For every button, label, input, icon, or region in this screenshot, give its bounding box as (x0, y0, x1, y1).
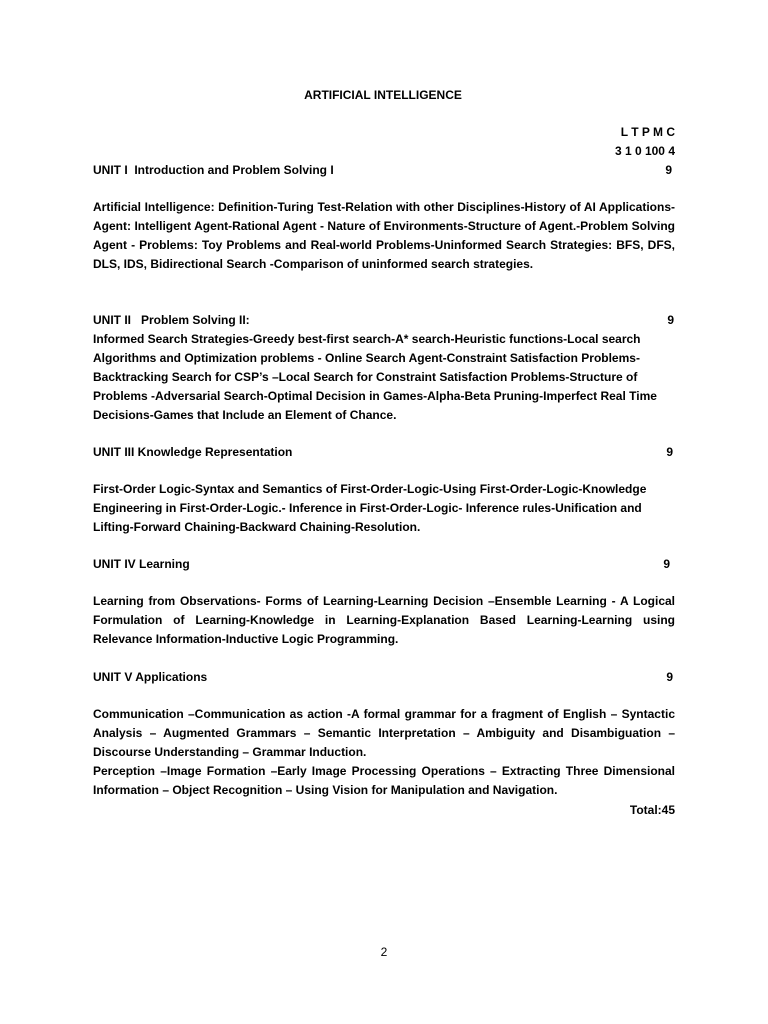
unit-4-hours: 9 (663, 557, 670, 571)
unit-1-title: UNIT I Introduction and Problem Solving I (93, 163, 334, 177)
unit-1-heading (93, 161, 675, 180)
unit-1-content: Artificial Intelligence: Definition-Turing Test-Relation with other Disciplines-History of AI Applications- Agent: Intelligent Agent-Rational Agent - Nature of Environments-Structure of Agent.-Problem Solving Agent - Problems: Toy Problems and Real-world Problems-Uninformed Search Strategies: BFS, DFS, DLS, IDS, Bidirectional Search -Comparison of uninformed search strategies. (93, 200, 675, 271)
unit-3-title: UNIT III Knowledge Representation (93, 445, 293, 459)
page-title-text: ARTIFICIAL INTELLIGENCE (304, 88, 462, 102)
credits-block (615, 123, 675, 161)
unit-2-heading (93, 311, 675, 330)
unit-5-content-perception: Perception –Image Formation –Early Image Processing Operations – Extracting Three Dimensional Information – Object Recognition – Using Vision for Manipulation and Navigation. (93, 764, 675, 797)
unit-4-heading (93, 555, 675, 574)
unit-3-heading (93, 443, 675, 462)
unit-1-hours: 9 (665, 163, 672, 177)
unit-2-hours: 9 (667, 313, 674, 327)
unit-3-content: First-Order Logic-Syntax and Semantics of First-Order-Logic-Using First-Order-Logic-Knowledge Engineering in First-Order-Logic.- Inference in First-Order-Logic- Inference rules-Unification and Lifting-Forward Chaining-Backward Chaining-Resolution. (93, 482, 647, 534)
unit-4-title: UNIT IV Learning (93, 557, 190, 571)
unit-4-content: Learning from Observations- Forms of Learning-Learning Decision –Ensemble Learning - A Logical Formulation of Learning-Knowledge in Learning-Explanation Based Learning-Learning using Relevance Information-Inductive Logic Programming. (93, 594, 675, 646)
unit-2-content: Informed Search Strategies-Greedy best-first search-A* search-Heuristic functions-Local search Algorithms and Optimization problems - Online Search Agent-Constraint Satisfaction Problems-Backtracking Search for CSP’s –Local Search for Constraint Satisfaction Problems-Structure of Problems -Adversarial Search-Optimal Decision in Games-Alpha-Beta Pruning-Imperfect Real Time Decisions-Games that Include an Element of Chance. (93, 332, 657, 422)
unit-5-hours: 9 (666, 670, 673, 684)
page-number: 2 (380, 945, 388, 959)
credits-header: L T P M C (620, 125, 675, 139)
credits-values: 3 1 0 100 4 (614, 144, 675, 158)
total-hours: Total:45 (629, 803, 675, 817)
unit-2-title: UNIT II Problem Solving II: (93, 313, 250, 327)
unit-5-title: UNIT V Applications (93, 670, 208, 684)
unit-5-content: Communication –Communication as action -A formal grammar for a fragment of English – Syntactic Analysis – Augmented Grammars – Semantic Interpretation – Ambiguity and Disambiguation – Discourse Understanding – Grammar Induction. (93, 707, 675, 759)
unit-3-hours: 9 (666, 445, 673, 459)
page-title (93, 86, 675, 105)
unit-5-heading (93, 668, 675, 687)
